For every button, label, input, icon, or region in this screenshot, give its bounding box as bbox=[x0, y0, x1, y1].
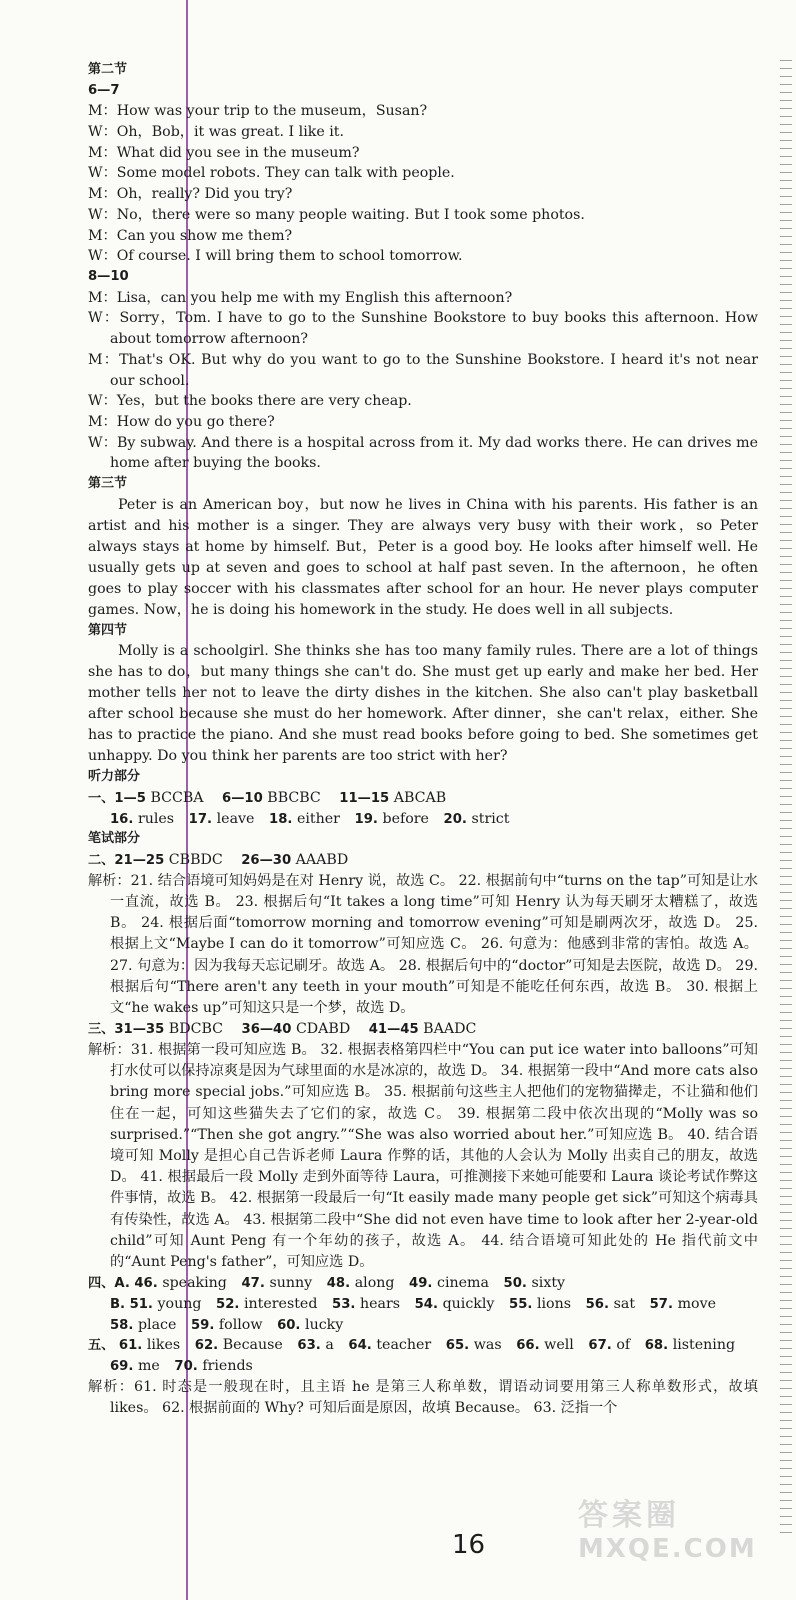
listening-answers-16-20 bbox=[88, 809, 758, 830]
answers-31-45 bbox=[88, 1019, 758, 1040]
answer-word: well bbox=[544, 1337, 574, 1354]
passage-molly: Molly is a schoolgirl. She thinks she has too many family rules. There are a lot of things she has to do，but many things she can't do. She must get up early and make her bed. Her mother tells her not to leave the dirty dishes in the kitchen. She also can't play basketball after school because she must do her homework. After dinner，she can't relax，either. She has to practice the piano. And she must read books before going to bed. She sometimes get unhappy. Do you think her parents are too strict with her? bbox=[88, 643, 758, 765]
answer-word: rules bbox=[137, 810, 175, 827]
answer-key: BCCBA bbox=[150, 790, 204, 807]
dialogue-line: M：That's OK. But why do you want to go to the Sunshine Bookstore. I heard it's not near our school. bbox=[88, 351, 758, 389]
dialogue-label-8-10: 8—10 bbox=[88, 269, 129, 284]
answer-key: CBBDC bbox=[168, 852, 223, 869]
answer-key: ABCAB bbox=[393, 790, 447, 807]
dialogue-line: W：Oh，Bob，it was great. I like it. bbox=[88, 124, 344, 141]
answer-word: strict bbox=[471, 810, 510, 827]
dialogue-line: M：Oh，really? Did you try? bbox=[88, 186, 293, 203]
section-label: 五、 bbox=[88, 1338, 115, 1354]
question-number: 67. bbox=[583, 1338, 617, 1354]
dialogue-line: M：How was your trip to the museum，Susan? bbox=[88, 103, 428, 120]
answer-word: sat bbox=[613, 1295, 636, 1312]
answer-word: teacher bbox=[376, 1337, 432, 1354]
question-number: 54. bbox=[410, 1296, 443, 1312]
range-label: 二、21—25 bbox=[88, 853, 165, 869]
listening-answers-1-15 bbox=[88, 788, 758, 809]
answers-69-70 bbox=[88, 1356, 758, 1377]
range-label: 26—30 bbox=[241, 853, 292, 869]
answer-word: of bbox=[616, 1337, 631, 1354]
range-label: 一、1—5 bbox=[88, 791, 146, 807]
answer-key: BDCBC bbox=[168, 1021, 223, 1038]
answer-key: BBCBC bbox=[267, 790, 321, 807]
dialogue-label-6-7: 6—7 bbox=[88, 82, 120, 98]
answer-word: hears bbox=[359, 1295, 401, 1312]
answer-word: sixty bbox=[531, 1275, 566, 1292]
question-number: 48. bbox=[322, 1276, 355, 1292]
section-heading-4: 第四节 bbox=[88, 622, 128, 638]
explanation-61-70: 解析：61. 时态是一般现在时，且主语 he 是第三人称单数，谓语动词要用第三人称单数形式，故填 likes。 62. 根据前面的 Why? 可知后面是原因，故填 Because。 63. 泛指一个 bbox=[88, 1378, 758, 1416]
question-number: 63. bbox=[292, 1338, 326, 1354]
dialogue-8-10 bbox=[88, 288, 758, 474]
question-number: 17. bbox=[184, 811, 217, 827]
question-number: 65. bbox=[441, 1338, 474, 1354]
answer-word: lucky bbox=[305, 1316, 344, 1333]
answer-word: friends bbox=[202, 1357, 253, 1374]
answer-word: leave bbox=[216, 810, 255, 827]
question-number: 53. bbox=[327, 1296, 360, 1312]
answer-key: AAABD bbox=[295, 852, 349, 869]
answer-word: either bbox=[297, 810, 340, 827]
question-number: 58. bbox=[110, 1317, 138, 1333]
answer-word: a bbox=[325, 1337, 334, 1354]
question-number: 47. bbox=[236, 1276, 270, 1292]
question-number: 49. bbox=[404, 1276, 438, 1292]
question-number: 55. bbox=[504, 1296, 537, 1312]
question-number: 70. bbox=[169, 1358, 203, 1374]
watermark-url: MXQE.COM bbox=[578, 1534, 757, 1564]
question-number: 64. bbox=[343, 1338, 377, 1354]
answer-word: listening bbox=[672, 1337, 736, 1354]
range-label: 11—15 bbox=[339, 791, 390, 807]
answer-word: quickly bbox=[442, 1295, 495, 1312]
question-number: 19. bbox=[349, 811, 383, 827]
answers-21-30 bbox=[88, 850, 758, 871]
question-number: 68. bbox=[640, 1338, 673, 1354]
answer-word: Because bbox=[222, 1337, 283, 1354]
question-number: 16. bbox=[110, 811, 138, 827]
answers-58-60 bbox=[88, 1315, 758, 1336]
listening-heading: 听力部分 bbox=[88, 769, 141, 785]
answer-word: place bbox=[137, 1316, 177, 1333]
answer-word: likes bbox=[146, 1337, 181, 1354]
dialogue-line: W：By subway. And there is a hospital across from it. My dad works there. He can drives me home after buying the books. bbox=[88, 434, 758, 472]
dialogue-line: W：Some model robots. They can talk with people. bbox=[88, 165, 455, 182]
answer-word: along bbox=[354, 1275, 395, 1292]
answer-word: young bbox=[157, 1295, 202, 1312]
question-number: 62. bbox=[190, 1338, 223, 1354]
dialogue-line: M：Can you show me them? bbox=[88, 227, 293, 244]
section-label: 四、A. bbox=[88, 1276, 130, 1292]
watermark-logo bbox=[578, 1490, 778, 1570]
answer-word: move bbox=[677, 1295, 716, 1312]
question-number: 57. bbox=[645, 1296, 678, 1312]
section-heading-3: 第三节 bbox=[88, 476, 128, 492]
section-heading-2: 第二节 bbox=[88, 62, 128, 77]
answer-word: speaking bbox=[162, 1275, 227, 1292]
dialogue-line: M：Lisa，can you help me with my English this afternoon? bbox=[88, 289, 513, 306]
passage-peter: Peter is an American boy，but now he lives in China with his parents. His father is an artist and his mother is a singer. They are always very busy with their work，so Peter always stays at home by himself. But，Peter is a good boy. He looks after himself well. He usually gets up at seven and goes to school at half past seven. In the afternoon，he often goes to play soccer with his classmates after school for an hour. He never plays computer games. Now，he is doing his homework in the study. He does well in all subjects. bbox=[88, 496, 758, 618]
answer-word: me bbox=[137, 1357, 160, 1374]
page-number: 16 bbox=[452, 1530, 486, 1560]
question-number: 20. bbox=[438, 811, 472, 827]
answer-word: interested bbox=[244, 1295, 318, 1312]
question-number: 69. bbox=[110, 1358, 138, 1374]
watermark-text: 答案圈 bbox=[578, 1498, 680, 1533]
dialogue-line: M：What did you see in the museum? bbox=[88, 144, 360, 161]
question-number: 18. bbox=[264, 811, 297, 827]
range-label: 41—45 bbox=[368, 1022, 419, 1038]
answer-word: cinema bbox=[437, 1275, 489, 1292]
range-label: 36—40 bbox=[241, 1022, 292, 1038]
answer-word: lions bbox=[536, 1295, 572, 1312]
question-number: 52. bbox=[211, 1296, 244, 1312]
written-heading: 笔试部分 bbox=[88, 831, 141, 847]
question-number: 66. bbox=[511, 1338, 545, 1354]
answers-46-50 bbox=[88, 1273, 758, 1294]
range-label: 三、31—35 bbox=[88, 1022, 165, 1038]
question-number: 61. bbox=[118, 1338, 147, 1354]
range-label: 6—10 bbox=[222, 791, 263, 807]
question-number: 50. bbox=[498, 1276, 532, 1292]
answers-61-68 bbox=[88, 1335, 758, 1356]
dialogue-line: W：No，there were so many people waiting. But I took some photos. bbox=[88, 206, 585, 223]
explanation-21-30: 解析：21. 结合语境可知妈妈是在对 Henry 说，故选 C。 22. 根据前句中“turns on the tap”可知是让水一直流，故选 B。 23. 根据后句“It takes a long time”可知 Henry 认为每天刷牙太糟糕了，故选 B。 24. 根据后面“tomorrow morning and tomorrow evening”可知是刷两次牙，故选 D。 25. 根据上文“Maybe I can do it tomorrow”可知应选 C。 26. 句意为：他感到非常的害怕。故选 A。 27. 句意为：因为我每天忘记刷牙。故选 A。 28. 根据后句中的“doctor”可知是去医院，故选 D。 29. 根据后句“There aren't any teeth in your mouth”可知是不能吃任何东西，故选 B。 30. 根据上文“he wakes up”可知这只是一个梦，故选 D。 bbox=[88, 872, 758, 1017]
answer-word: before bbox=[382, 810, 429, 827]
dialogue-line: W：Of course. I will bring them to school tomorrow. bbox=[88, 248, 463, 265]
dialogue-line: M：How do you go there? bbox=[88, 413, 275, 430]
question-number: 59. bbox=[186, 1317, 219, 1333]
answer-key: BAADC bbox=[423, 1021, 477, 1038]
question-number: 46. bbox=[134, 1276, 163, 1292]
explanation-31-45: 解析：31. 根据第一段可知应选 B。 32. 根据表格第四栏中“You can put ice water into balloons”可知打水仗可以保持凉爽是因为气球里面的水是冰凉的，故选 D。 34. 根据第一段中“And more cats also bring more special jobs.”可知应选 B。 35. 根据前句这些主人把他们的宠物猫撵走，不让猫和他们住在一起，可知这些猫失去了它们的家，故选 C。 39. 根据第二段中依次出现的“Molly was so surprised.”“Then she got angry.”“She was also worried about her.”可知应选 B。 40. 结合语境可知 Molly 是担心自己告诉老师 Laura 作弊的话，其他的人会认为 Molly 出卖自己的朋友，故选 D。 41. 根据最后一段 Molly 走到外面等待 Laura，可推测接下来她可能要和 Laura 谈论考试作弊这件事情，故选 B。 42. 根据第一段最后一句“It easily made many people get sick”可知这个病毒具有传染性，故选 A。 43. 根据第二段中“She did not even have time to look after her 2-year-old child”可知 Aunt Peng 有一个年幼的孩子，故选 A。 44. 结合语境可知此处的 He 指代前文中的“Aunt Peng's father”，可知应选 D。 bbox=[88, 1041, 758, 1270]
question-number: 56. bbox=[581, 1296, 614, 1312]
answer-word: follow bbox=[218, 1316, 263, 1333]
question-number: 51. bbox=[129, 1296, 158, 1312]
perforated-edge bbox=[780, 60, 792, 1540]
answer-page bbox=[88, 60, 758, 1419]
answer-key: CDABD bbox=[295, 1021, 351, 1038]
dialogue-line: W：Yes，but the books there are very cheap. bbox=[88, 393, 412, 410]
dialogue-line: W：Sorry，Tom. I have to go to the Sunshine Bookstore to buy books this afternoon. How about tomorrow afternoon? bbox=[88, 310, 758, 348]
question-number: 60. bbox=[272, 1317, 306, 1333]
section-label: B. bbox=[110, 1296, 126, 1312]
dialogue-6-7 bbox=[88, 101, 758, 267]
answer-word: sunny bbox=[269, 1275, 313, 1292]
answer-word: was bbox=[473, 1337, 502, 1354]
answers-51-57 bbox=[88, 1294, 758, 1315]
